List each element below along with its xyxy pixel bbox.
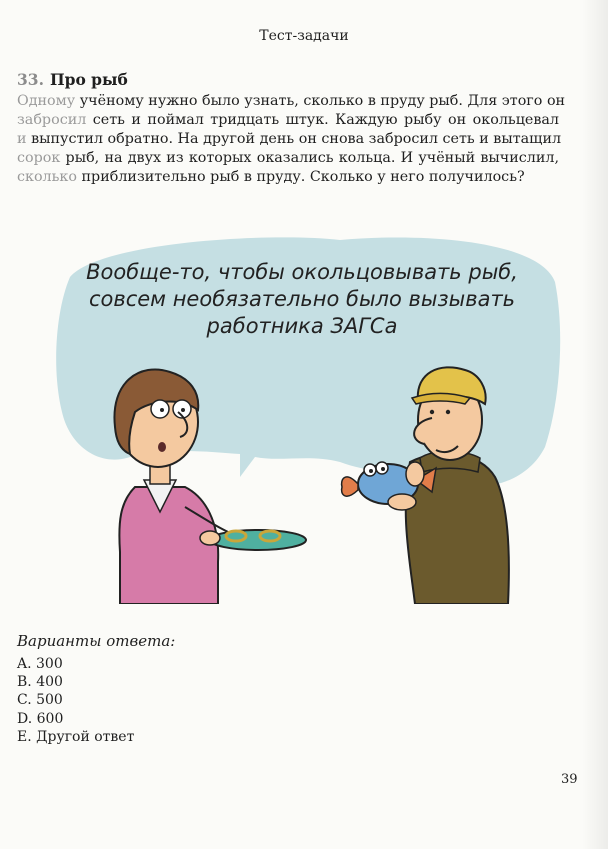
answer-option-e: E. Другой ответ xyxy=(17,728,135,745)
speech-bubble-text xyxy=(62,259,542,340)
problem-line: забросил сеть и поймал тридцать штук. Каждую рыбу он окольцевал xyxy=(17,112,559,128)
problem-line: Одному учёному нужно было узнать, сколько в пруду рыб. Для этого он xyxy=(17,93,566,109)
speech-line: совсем необязательно было вызывать xyxy=(88,287,516,311)
running-header: Тест-задачи xyxy=(259,28,349,44)
speech-line: работника ЗАГСа xyxy=(206,314,398,338)
page-number: 39 xyxy=(561,772,578,787)
problem-text xyxy=(17,92,566,187)
problem-title xyxy=(17,70,128,89)
answer-option-b: B. 400 xyxy=(17,674,63,691)
answer-option-c: C. 500 xyxy=(17,692,63,709)
answer-options-list xyxy=(17,655,134,746)
answer-option-a: A. 300 xyxy=(17,656,63,672)
problem-title-text: Про рыб xyxy=(49,70,128,89)
problem-line: и выпустил обратно. На другой день он снова забросил сеть и вытащил xyxy=(17,131,562,147)
problem-line: сколько приблизительно рыб в пруду. Сколько у него получилось? xyxy=(17,169,525,185)
problem-number: 33. xyxy=(17,70,44,89)
answer-option-d: D. 600 xyxy=(17,710,64,727)
speech-line: Вообще-то, чтобы окольцовывать рыб, xyxy=(86,260,518,284)
problem-line: сорок рыб, на двух из которых оказались кольца. И учёный вычислил, xyxy=(17,150,559,166)
page-edge-shadow xyxy=(582,0,608,849)
answer-options-title: Варианты ответа: xyxy=(17,632,176,650)
